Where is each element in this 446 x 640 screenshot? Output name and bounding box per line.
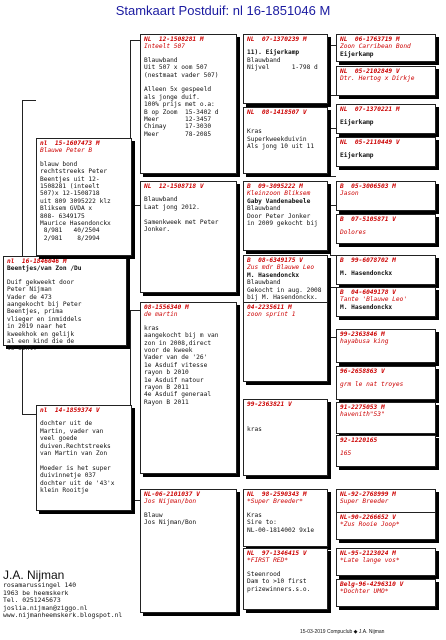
pigeon-name: *Zus Rooie Joop*	[340, 521, 400, 529]
owner-website: www.nijmanheemskerk.blogspot.nl	[3, 611, 123, 620]
ancestor-card	[336, 104, 436, 134]
pigeon-name: *Late lange vos*	[340, 557, 400, 565]
owner-address: rosamarussingel 140	[3, 581, 77, 589]
pigeon-notes: kras aangekocht bij m van zon in 2008,direct voor de kweek Vader van de '26' 1e Asduif vitesse rayon b 2010 1e Asduif natour rayon B 2011 4e Asduif generaal Rayon B 2011	[144, 324, 219, 406]
connector-line	[330, 287, 331, 337]
ring-number: B 08-6349175 V	[247, 257, 303, 264]
connector-line	[130, 310, 140, 311]
ancestor-card	[336, 255, 436, 285]
pigeon-name: Super Breeder	[340, 498, 389, 506]
great-grandparent-card	[243, 399, 328, 476]
grandsire-dam-card	[140, 302, 237, 474]
connector-line	[130, 40, 140, 41]
great-grandparent-card	[243, 34, 328, 104]
pigeon-notes: blauw bond rechtstreeks Peter Beentjes uit 12- 1508281 (inteelt 507)x 12-1508718 uit 809 3095222 klz Bliksem GVDA x 808- 6349175 Maurice Hasendonckx 8/981 40/2504 2/981 8/2994	[40, 160, 111, 242]
ring-number: B 09-3095222 M	[247, 183, 303, 190]
pigeon-notes: Steenrood Dam to >10 first prizewinners.s.o.	[247, 570, 311, 593]
connector-line	[22, 100, 23, 258]
ancestor-card	[336, 329, 436, 363]
pigeon-notes: kras	[247, 426, 262, 434]
great-grandparent-card	[243, 181, 328, 251]
ancestor-card	[336, 548, 436, 576]
ancestor-card	[336, 287, 436, 317]
ring-number: Belg-96-4296310 V	[340, 581, 404, 588]
pigeon-name: Jos Nijman/bon	[144, 498, 197, 506]
connector-line	[330, 128, 331, 176]
granddam-dam-card	[140, 489, 237, 613]
pigeon-notes: Blauwband Nijvel 1-798 d	[247, 56, 318, 72]
pigeon-name: havenith"53"	[340, 411, 385, 419]
pigeon-notes: Kras Sire to: NL-00-1814002 9x1e	[247, 511, 315, 534]
subject-card	[3, 256, 127, 353]
pigeon-name: *FIRST RED*	[247, 557, 288, 565]
ring-number: NL 05-2102849 V	[340, 68, 400, 75]
pigeon-notes: Blauwband Gekocht in aug. 2008 bij M. Hasendonckx.	[247, 279, 322, 302]
ring-number: NL 06-1763719 M	[340, 36, 400, 43]
ancestor-card	[336, 137, 436, 167]
connector-line	[22, 414, 36, 415]
pigeon-name: Tante 'Blauwe Leo'	[340, 296, 408, 304]
ancestor-card	[336, 402, 436, 434]
pigeon-name: hayabusa king	[340, 338, 389, 346]
ring-number: NL 07-1370221 M	[340, 106, 400, 113]
ancestor-card	[336, 181, 436, 211]
breeder-name: Eijerkamp	[340, 50, 374, 58]
ring-number: NL 05-2110449 V	[340, 139, 400, 146]
ring-number: 08-1556340 M	[144, 304, 189, 311]
ring-number: B 07-5105871 V	[340, 216, 396, 223]
page-title: Stamkaart Postduif: nl 16-1851046 M	[115, 3, 331, 18]
ring-number: nl 16-1846046 M	[7, 258, 67, 265]
owner-phone: Tel. 0251245673	[3, 596, 61, 605]
ancestor-card	[336, 366, 436, 400]
pigeon-notes: Blauwband Uit 507 x oom 507 (nestmaat vader 507) Alleen 5x gespeeld als jonge duif. 100% prijs met o.a: B op Zoom 15-3402 d Meer 12-3457 Chimay 17-3030 Meer 78-2085	[144, 56, 219, 138]
ring-number: 04-2235611 M	[247, 304, 292, 311]
pigeon-name: Beentjes/van Zon /Du	[7, 265, 82, 273]
pigeon-notes: Blauw Jos Nijman/Bon	[144, 511, 197, 527]
footer-credit: 15-03-2019 Compuclub ◆ J.A. Nijman	[300, 629, 385, 635]
ring-number: nl 14-1859374 V	[40, 407, 100, 414]
ancestor-card	[336, 435, 436, 467]
dam-card	[36, 405, 132, 511]
grandsire-sire-card	[140, 34, 237, 174]
pigeon-notes: Kras Superkweekduivin Als jong 10 uit 11	[247, 128, 315, 151]
breeder-name: Eijerkamp	[340, 152, 374, 160]
pigeon-name: *Dochter UMO*	[340, 588, 389, 596]
owner-info	[3, 568, 122, 620]
ring-number: B 99-6078702 M	[340, 257, 396, 264]
pigeon-name: grm le nat troyes	[340, 381, 404, 389]
ring-number: NL 97-1346415 V	[247, 550, 307, 557]
owner-email: joslia.nijman@ziggo.nl	[3, 603, 88, 612]
connector-line	[22, 100, 36, 101]
connector-line	[22, 345, 23, 415]
ring-number: NL 08-1418507 V	[247, 109, 307, 116]
ring-number: 96-2658863 V	[340, 368, 385, 375]
breeder-name: M. Hasendonckx	[247, 271, 300, 279]
great-grandparent-card	[243, 489, 328, 547]
ring-number: 99-2363821 V	[247, 401, 292, 408]
pigeon-notes: dochter uit de Martin, vader van veel goede duiven.Rechtstreeks van Martin van Zon Moeder is het super duivinnetje 037 dochter uit de '43'x klein Rooitje	[40, 420, 115, 495]
ancestor-card	[336, 512, 436, 540]
pigeon-name: Zoon Carribean Bond	[340, 43, 411, 51]
ring-number: NL-92-2768999 M	[340, 491, 396, 498]
breeder-name: Gaby Vandenabeele	[247, 197, 311, 205]
ring-number: NL 07-1370239 M	[247, 36, 307, 43]
breeder-name: Eijerkamp	[340, 119, 374, 127]
ring-number: 99-2363846 M	[340, 331, 385, 338]
breeder-name: M. Hasendonckx	[340, 303, 393, 311]
owner-city: 1963 be heemskerk	[3, 588, 69, 597]
ring-number: NL-95-2123024 M	[340, 550, 396, 557]
great-grandparent-card	[243, 107, 328, 174]
ring-number: nl 15-1607473 M	[40, 140, 100, 147]
pigeon-name: Dolores	[340, 229, 367, 237]
pigeon-name: *Super Breeder*	[247, 498, 303, 506]
pigeon-name: Zus mdr Blauwe Leo	[247, 264, 315, 272]
pigeon-name: zoon sprint 1	[247, 311, 296, 319]
ring-number: B 04-6049178 V	[340, 289, 396, 296]
ancestor-card	[336, 579, 436, 607]
ring-number: NL-90-2266652 V	[340, 514, 396, 521]
ring-number: NL-06-2101037 V	[144, 491, 200, 498]
great-grandparent-card	[243, 302, 328, 382]
pigeon-name: Kleinzoon Bliksem	[247, 190, 311, 198]
pigeon-name: Blauwe Peter B	[40, 147, 93, 155]
pigeon-name: 165	[340, 450, 352, 458]
pigeon-notes: Blauwband Door Peter Jonker in 2009 gekocht bij	[247, 205, 318, 228]
ring-number: NL 12-1508718 V	[144, 183, 204, 190]
sire-card	[36, 138, 132, 256]
connector-line	[330, 45, 331, 95]
ring-number: 92-1220165	[340, 437, 378, 444]
pigeon-name: Jason	[340, 190, 359, 198]
breeder-name: M. Hasendonckx	[340, 270, 393, 278]
granddam-sire-card	[140, 181, 237, 293]
great-grandparent-card	[243, 548, 328, 610]
ancestor-card	[336, 34, 436, 62]
owner-name: J.A. Nijman	[3, 568, 65, 582]
pigeon-notes: Duif gekweekt door Peter Nijman Vader de 473 aangekocht bij Peter Beentjes, prima vlieger en inmiddels in 2019 naar het kweekhok en gelijk al een kind die de le wint.	[7, 278, 82, 353]
ring-number: B 05-3006503 M	[340, 183, 396, 190]
ring-number: NL 12-1508281 M	[144, 36, 204, 43]
ancestor-card	[336, 214, 436, 244]
pigeon-name: Inteelt 507	[144, 43, 185, 51]
pigeon-notes: Blauwband Laat jong 2012. Samenkweek met Peter Jonker.	[144, 196, 219, 234]
pigeon-name: Dtr. Hertog x Dirkje	[340, 75, 415, 83]
connector-line	[330, 205, 331, 255]
breeder-name: 11). Eijerkamp	[247, 49, 300, 57]
ring-number: NL 98-2590343 M	[247, 491, 307, 498]
pigeon-name: de martin	[144, 311, 178, 319]
ancestor-card	[336, 66, 436, 96]
connector-line	[330, 176, 336, 177]
ring-number: 91-2275053 M	[340, 404, 385, 411]
